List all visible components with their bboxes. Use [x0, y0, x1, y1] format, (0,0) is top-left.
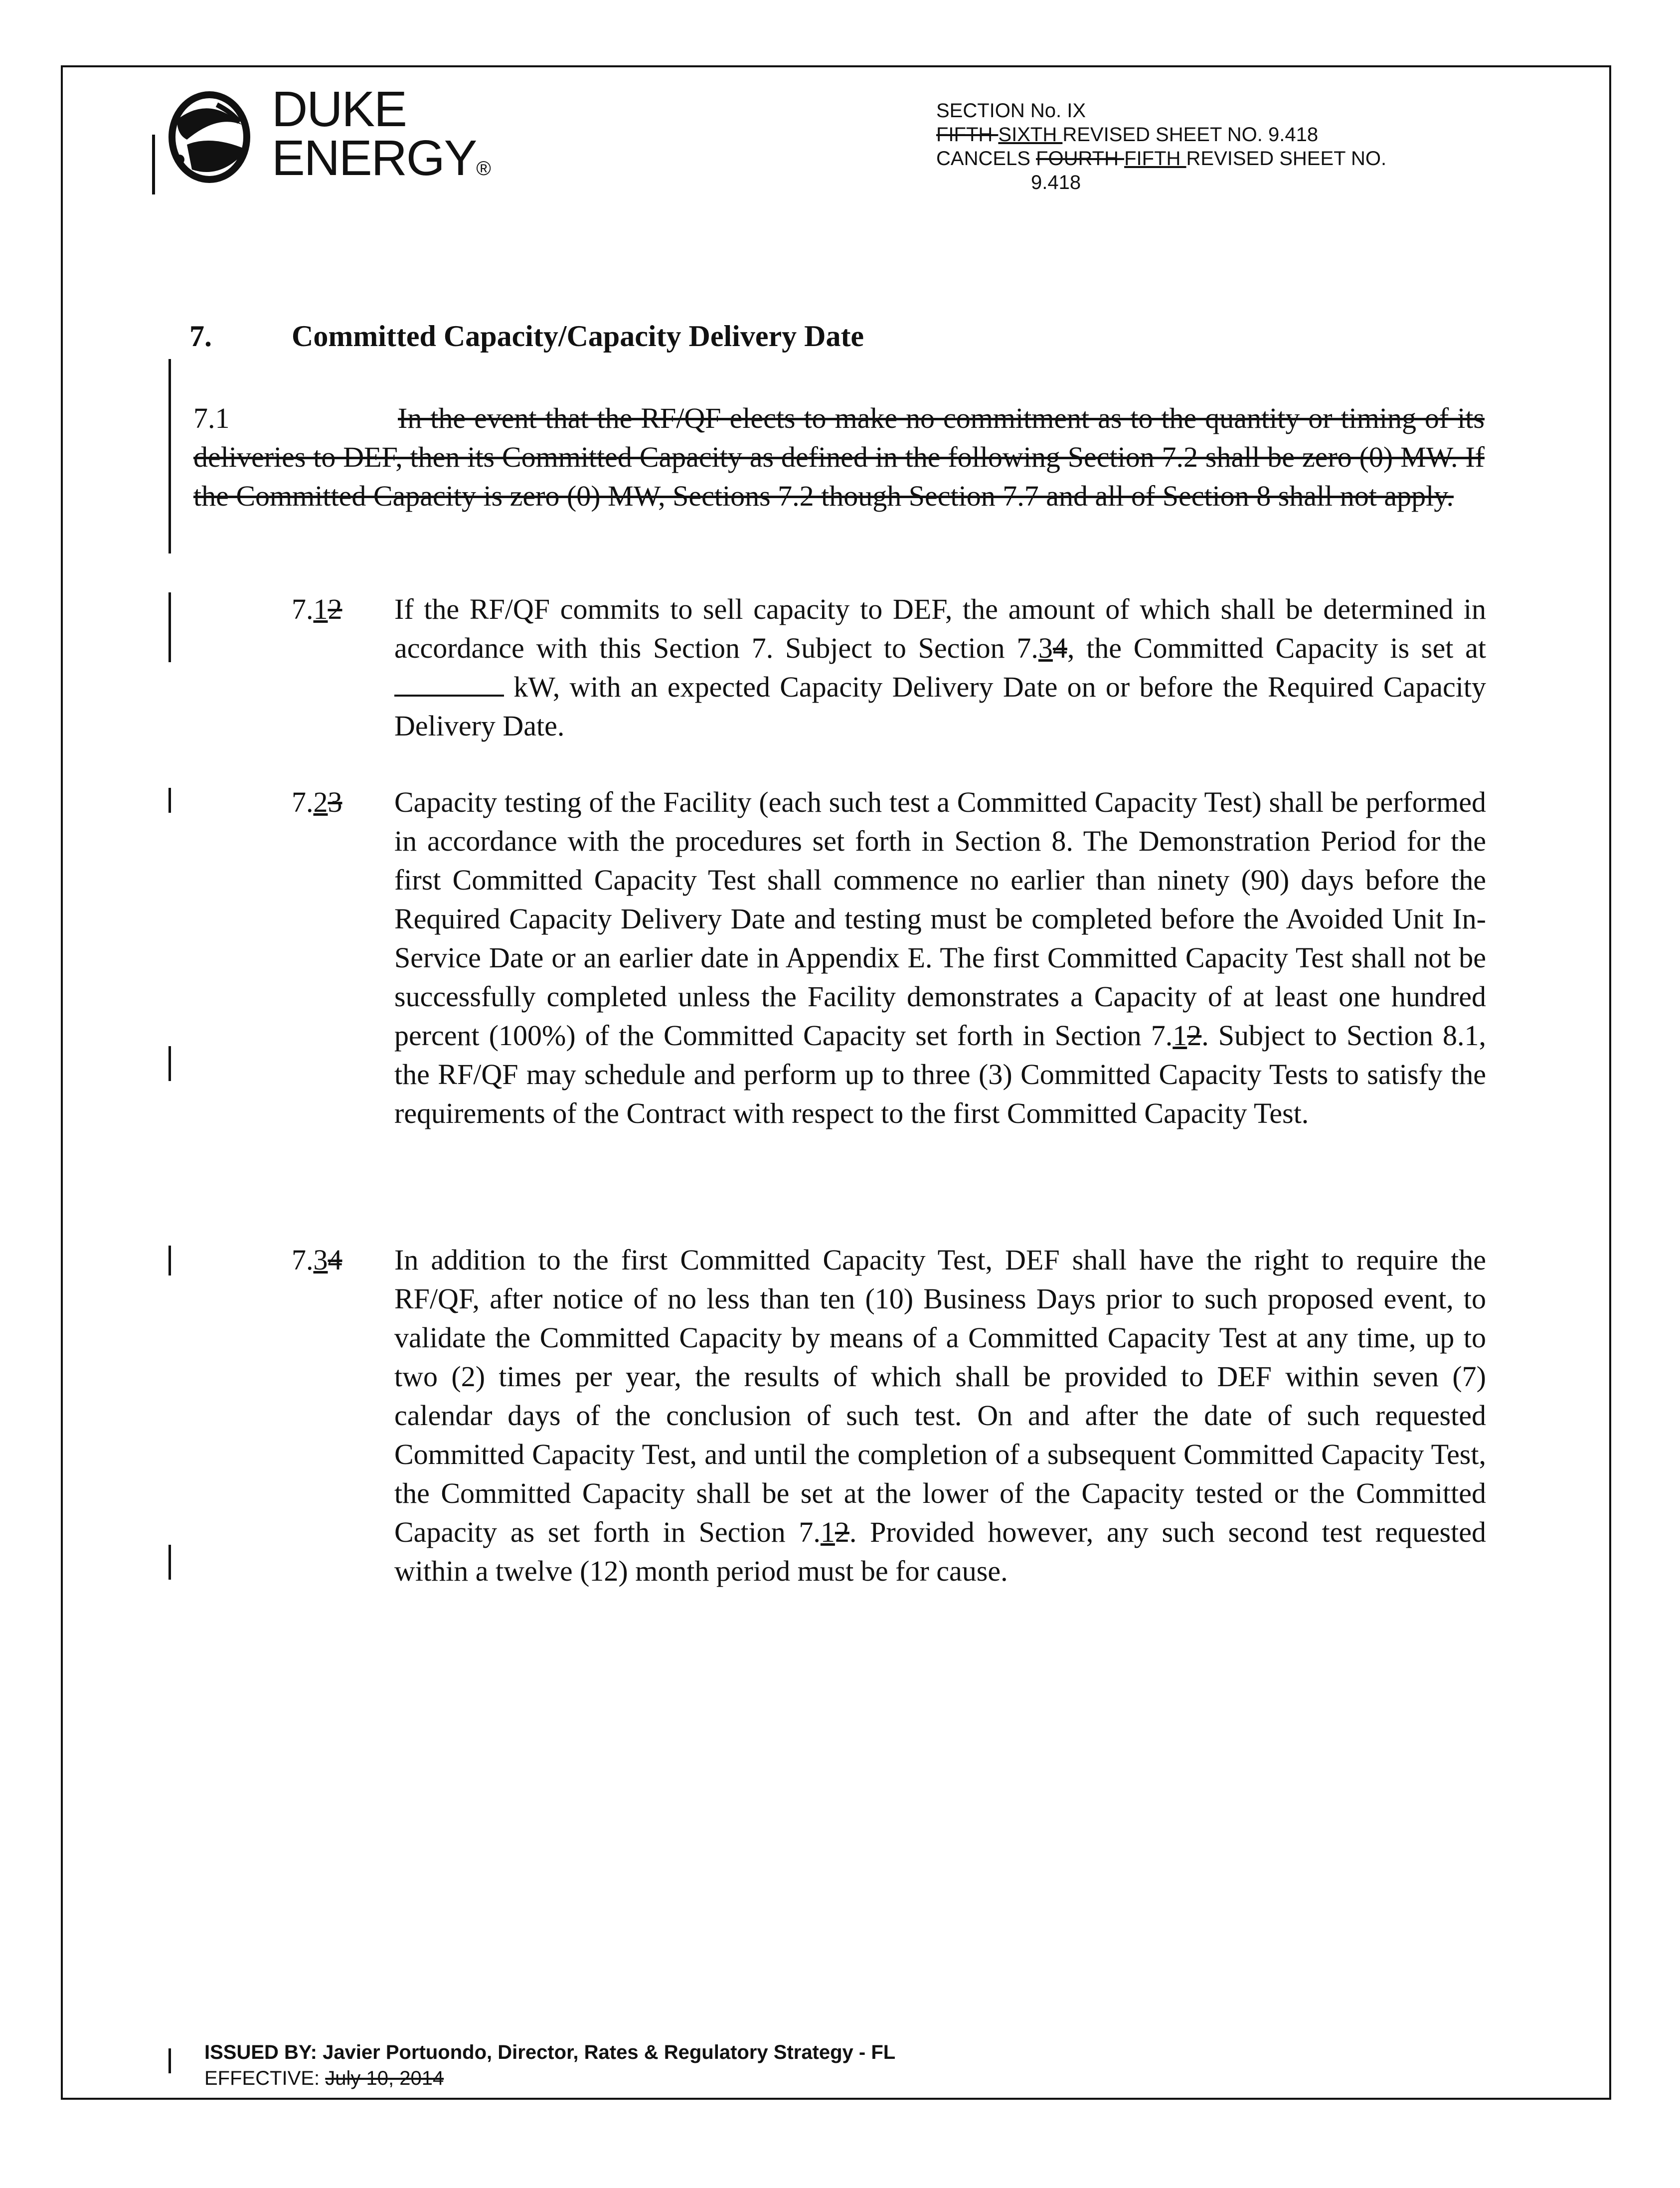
inserted-text: 1	[820, 1516, 835, 1548]
logo-line1: DUKE	[272, 81, 406, 137]
section-text: kW, with an expected Capacity Delivery Date on or before the Required Capacity Delivery Date.	[394, 671, 1486, 742]
section-heading	[189, 319, 864, 354]
section-text: Capacity testing of the Facility (each such test a Committed Capacity Test) shall be performed in accordance with the procedures set forth in Section 8. The Demonstration Period for the first Committed Capacity Test shall commence no earlier than ninety (90) days before the Required Capacity Delivery Date and testing must be completed before the Avoided Unit In-Service Date or an earlier date in Appendix E. The first Committed Capacity Test shall not be successfully completed unless the Facility demonstrates a Capacity of at least one hundred percent (100%) of the Committed Capacity set forth in Section 7.	[394, 786, 1486, 1052]
inserted-text: SIXTH	[998, 124, 1063, 146]
capacity-blank-field	[394, 670, 504, 697]
num: 7.	[292, 786, 314, 818]
logo-registered-mark: ®	[476, 158, 490, 180]
section-7-23-text	[394, 783, 1486, 1133]
revision-bar	[168, 788, 171, 813]
section-7-12-number	[292, 590, 342, 629]
struck-text: FIFTH	[936, 124, 999, 146]
sheet-info	[936, 99, 1584, 194]
inserted-text: FIFTH	[1124, 148, 1186, 170]
cancels-sheet-line	[936, 147, 1584, 171]
revision-bar	[168, 2048, 171, 2073]
struck-text: 4	[328, 1244, 342, 1276]
issued-value: Javier Portuondo, Director, Rates & Regulatory Strategy - FL	[323, 2041, 896, 2063]
issued-label: ISSUED BY:	[204, 2041, 323, 2063]
logo-line2: ENERGY	[272, 130, 477, 186]
cancels-sheet-text: REVISED SHEET NO.	[1186, 148, 1387, 170]
section-number: SECTION No. IX	[936, 100, 1086, 122]
section-7-1-struck	[193, 399, 1485, 516]
effective-label: EFFECTIVE:	[204, 2067, 326, 2089]
effective-line	[204, 2065, 895, 2091]
section-text: In the event that the RF/QF elects to make no commitment as to the quantity or timing of its deliveries to DEF, then its Committed Capacity as defined in the following Section 7.2 shall be zero (0) MW. If the Committed Capacity is zero (0) MW, Sections 7.2 though Section 7.7 and all of Section 8 shall not apply.	[193, 402, 1485, 512]
struck-text: 2	[835, 1516, 849, 1548]
section-7-34-number	[292, 1241, 342, 1279]
section-7-34-text	[394, 1241, 1486, 1591]
struck-text: 4	[1052, 632, 1067, 664]
inserted-text: 3	[1038, 632, 1053, 664]
footer	[204, 2039, 895, 2091]
section-7-12-text	[394, 590, 1486, 745]
revision-bar	[168, 1246, 171, 1276]
section-text: If the RF/QF commits to sell capacity to DEF, the amount of which shall be determined in accordance with this Section 7. Subject to Section 7.	[394, 593, 1486, 664]
num: 7.	[292, 1244, 314, 1276]
revision-bar	[168, 1545, 171, 1580]
heading-title: Committed Capacity/Capacity Delivery Date	[292, 320, 864, 353]
heading-number: 7.	[189, 320, 212, 353]
sheet-number: 9.418	[1031, 172, 1081, 193]
section-number: 7.1	[193, 402, 230, 434]
struck-text: 2	[328, 593, 342, 625]
revision-bar	[168, 1046, 171, 1081]
section-7-23-number	[292, 783, 342, 822]
inserted-text: 1	[313, 593, 328, 625]
cancels-label: CANCELS	[936, 148, 1036, 170]
inserted-text: 2	[313, 786, 328, 818]
revision-bar	[152, 135, 155, 194]
revised-sheet-text: REVISED SHEET NO. 9.418	[1062, 124, 1319, 146]
struck-text: 3	[328, 786, 342, 818]
effective-date-struck: July 10, 2014	[325, 2067, 444, 2089]
issued-by-line	[204, 2039, 895, 2065]
duke-energy-swirl-icon	[157, 85, 267, 189]
revision-bar	[168, 359, 171, 553]
section-text: . Provided however, any such second test requested within a twelve (12) month period must be for cause.	[394, 1516, 1486, 1587]
section-text: In addition to the first Committed Capacity Test, DEF shall have the right to require the RF/QF, after notice of no less than ten (10) Business Days prior to such proposed event, to validate the Committed Capacity by means of a Committed Capacity Test at any time, up to two (2) times per year, the results of which shall be provided to DEF within seven (7) calendar days of the conclusion of such test. On and after the date of such requested Committed Capacity Test, and until the completion of a subsequent Committed Capacity Test, the Committed Capacity shall be set at the lower of the Capacity tested or the Committed Capacity as set forth in Section 7.	[394, 1244, 1486, 1548]
section-text: , the Committed Capacity is set at	[1067, 632, 1486, 664]
duke-energy-logo	[157, 81, 490, 199]
inserted-text: 1	[1173, 1019, 1187, 1052]
revised-sheet-line	[936, 123, 1584, 147]
section-text: . Subject to Section 8.1, the RF/QF may schedule and perform up to three (3) Committed Capacity Tests to satisfy the requirements of the Contract with respect to the first Committed Capacity Test.	[394, 1019, 1486, 1129]
struck-text: FOURTH	[1036, 148, 1125, 170]
struck-text: 2	[1187, 1019, 1202, 1052]
revision-bar	[168, 592, 171, 662]
num: 7.	[292, 593, 314, 625]
inserted-text: 3	[313, 1244, 328, 1276]
